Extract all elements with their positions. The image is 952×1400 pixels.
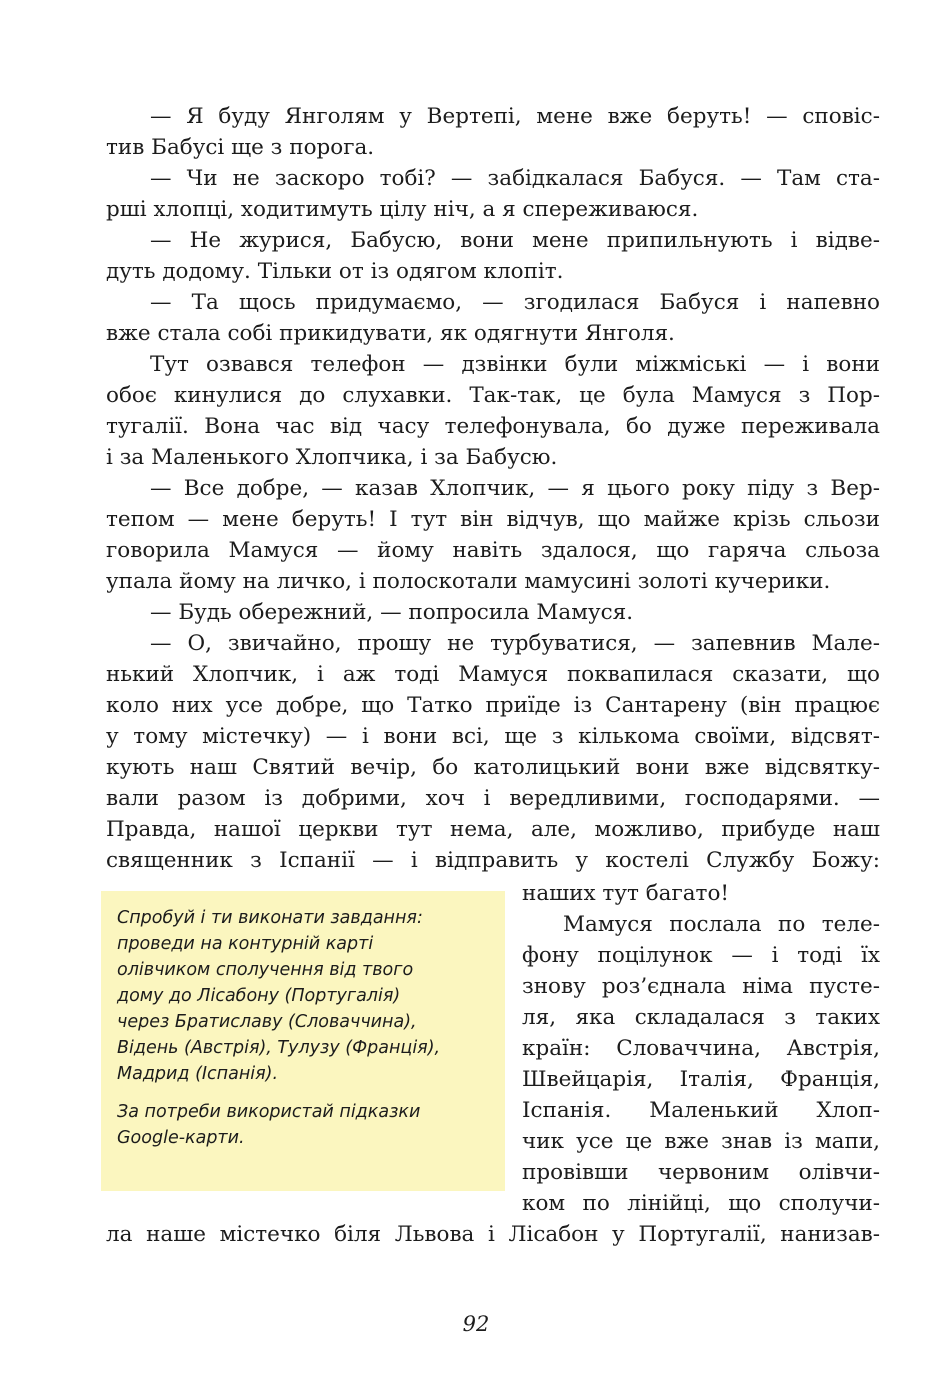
text-line: — Все добре, — казав Хлопчик, — я цього року піду з Вер-: [150, 476, 880, 501]
task-text-line: через Братиславу (Словаччина),: [117, 1012, 417, 1032]
text-line: дуть додому. Тільки от із одягом клопіт.: [106, 259, 564, 284]
side-text-line: ля, яка складалася з таких: [522, 1005, 880, 1030]
text-line: вали разом із добрими, хоч і вередливими, господарями. —: [106, 786, 880, 811]
text-line: тив Бабусі ще з порога.: [106, 135, 375, 160]
side-text-line: наших тут багато!: [522, 881, 730, 906]
text-line: у тому містечку) — і вони всі, ще з кількома своїми, відсвят-: [106, 724, 880, 749]
text-line: тугалії. Вона час від часу телефонувала, бо дуже переживала: [106, 414, 880, 439]
side-text-line: знову роз’єднала німа пусте-: [522, 974, 880, 999]
side-text-line: ком по лінійці, що сполучи-: [522, 1191, 880, 1216]
side-text-line: Іспанія. Маленький Хлоп-: [522, 1098, 880, 1123]
task-text-line: За потреби використай підказки: [117, 1102, 421, 1122]
task-text-line: Спробуй і ти виконати завдання:: [117, 908, 423, 928]
task-text-line: Google-карти.: [117, 1128, 245, 1148]
text-line: ла наше містечко біля Львова і Лісабон у Португалії, нанизав-: [106, 1222, 880, 1247]
text-line: — Чи не заскоро тобі? — забідкалася Бабуся. — Там ста-: [150, 166, 880, 191]
task-text-line: проведи на контурній карті: [117, 934, 374, 954]
text-line: — Та щось придумаємо, — згодилася Бабуся і напевно: [150, 290, 880, 315]
text-line: Правда, нашої церкви тут нема, але, можливо, прибуде наш: [106, 817, 880, 842]
text-line: і за Маленького Хлопчика, і за Бабусю.: [106, 445, 558, 470]
side-text-line: країн: Словаччина, Австрія,: [522, 1036, 880, 1061]
text-line: тепом — мене беруть! І тут він відчув, що майже крізь сльози: [106, 507, 880, 532]
side-text-line: провівши червоним олівчи-: [522, 1160, 880, 1185]
text-line: — Будь обережний, — попросила Мамуся.: [150, 600, 634, 625]
page-number: 92: [462, 1312, 490, 1336]
text-line: священник з Іспанії — і відправить у костелі Службу Божу:: [106, 848, 880, 873]
text-line: — Я буду Янголям у Вертепі, мене вже беруть! — сповіс-: [150, 104, 880, 129]
text-line: коло них усе добре, що Татко приїде із Сантарену (він працює: [106, 693, 880, 718]
side-text-line: чик усе це вже знав із мапи,: [522, 1129, 880, 1154]
text-line: говорила Мамуся — йому навіть здалося, що гаряча сльоза: [106, 538, 880, 563]
text-line: — О, звичайно, прошу не турбуватися, — запевнив Мале-: [150, 631, 880, 656]
text-line: обоє кинулися до слухавки. Так-так, це була Мамуся з Пор-: [106, 383, 880, 408]
task-text-line: Мадрид (Іспанія).: [117, 1064, 279, 1084]
side-text-line: Швейцарія, Італія, Франція,: [522, 1067, 880, 1092]
text-line: — Не журися, Бабусю, вони мене припильнують і відве-: [150, 228, 880, 253]
task-box: [101, 891, 505, 1191]
text-line: Тут озвався телефон — дзвінки були міжміські — і вони: [150, 352, 880, 377]
text-line: рші хлопці, ходитимуть цілу ніч, а я спереживаюся.: [106, 197, 699, 222]
text-line: нький Хлопчик, і аж тоді Мамуся поквапилася сказати, що: [106, 662, 880, 687]
side-text-line: фону поцілунок — і тоді їх: [522, 943, 880, 968]
side-text-line: Мамуся послала по теле-: [563, 912, 880, 937]
text-line: вже стала собі прикидувати, як одягнути Янголя.: [106, 321, 675, 346]
task-text-line: Відень (Австрія), Тулузу (Франція),: [117, 1038, 441, 1058]
task-text-line: олівчиком сполучення від твого: [117, 960, 414, 980]
text-line: упала йому на личко, і полоскотали мамусині золоті кучерики.: [106, 569, 831, 594]
text-line: кують наш Святий вечір, бо католицький вони вже відсвятку-: [106, 755, 880, 780]
task-text-line: дому до Лісабону (Португалія): [117, 986, 401, 1006]
paragraph-gap: [117, 1087, 487, 1099]
